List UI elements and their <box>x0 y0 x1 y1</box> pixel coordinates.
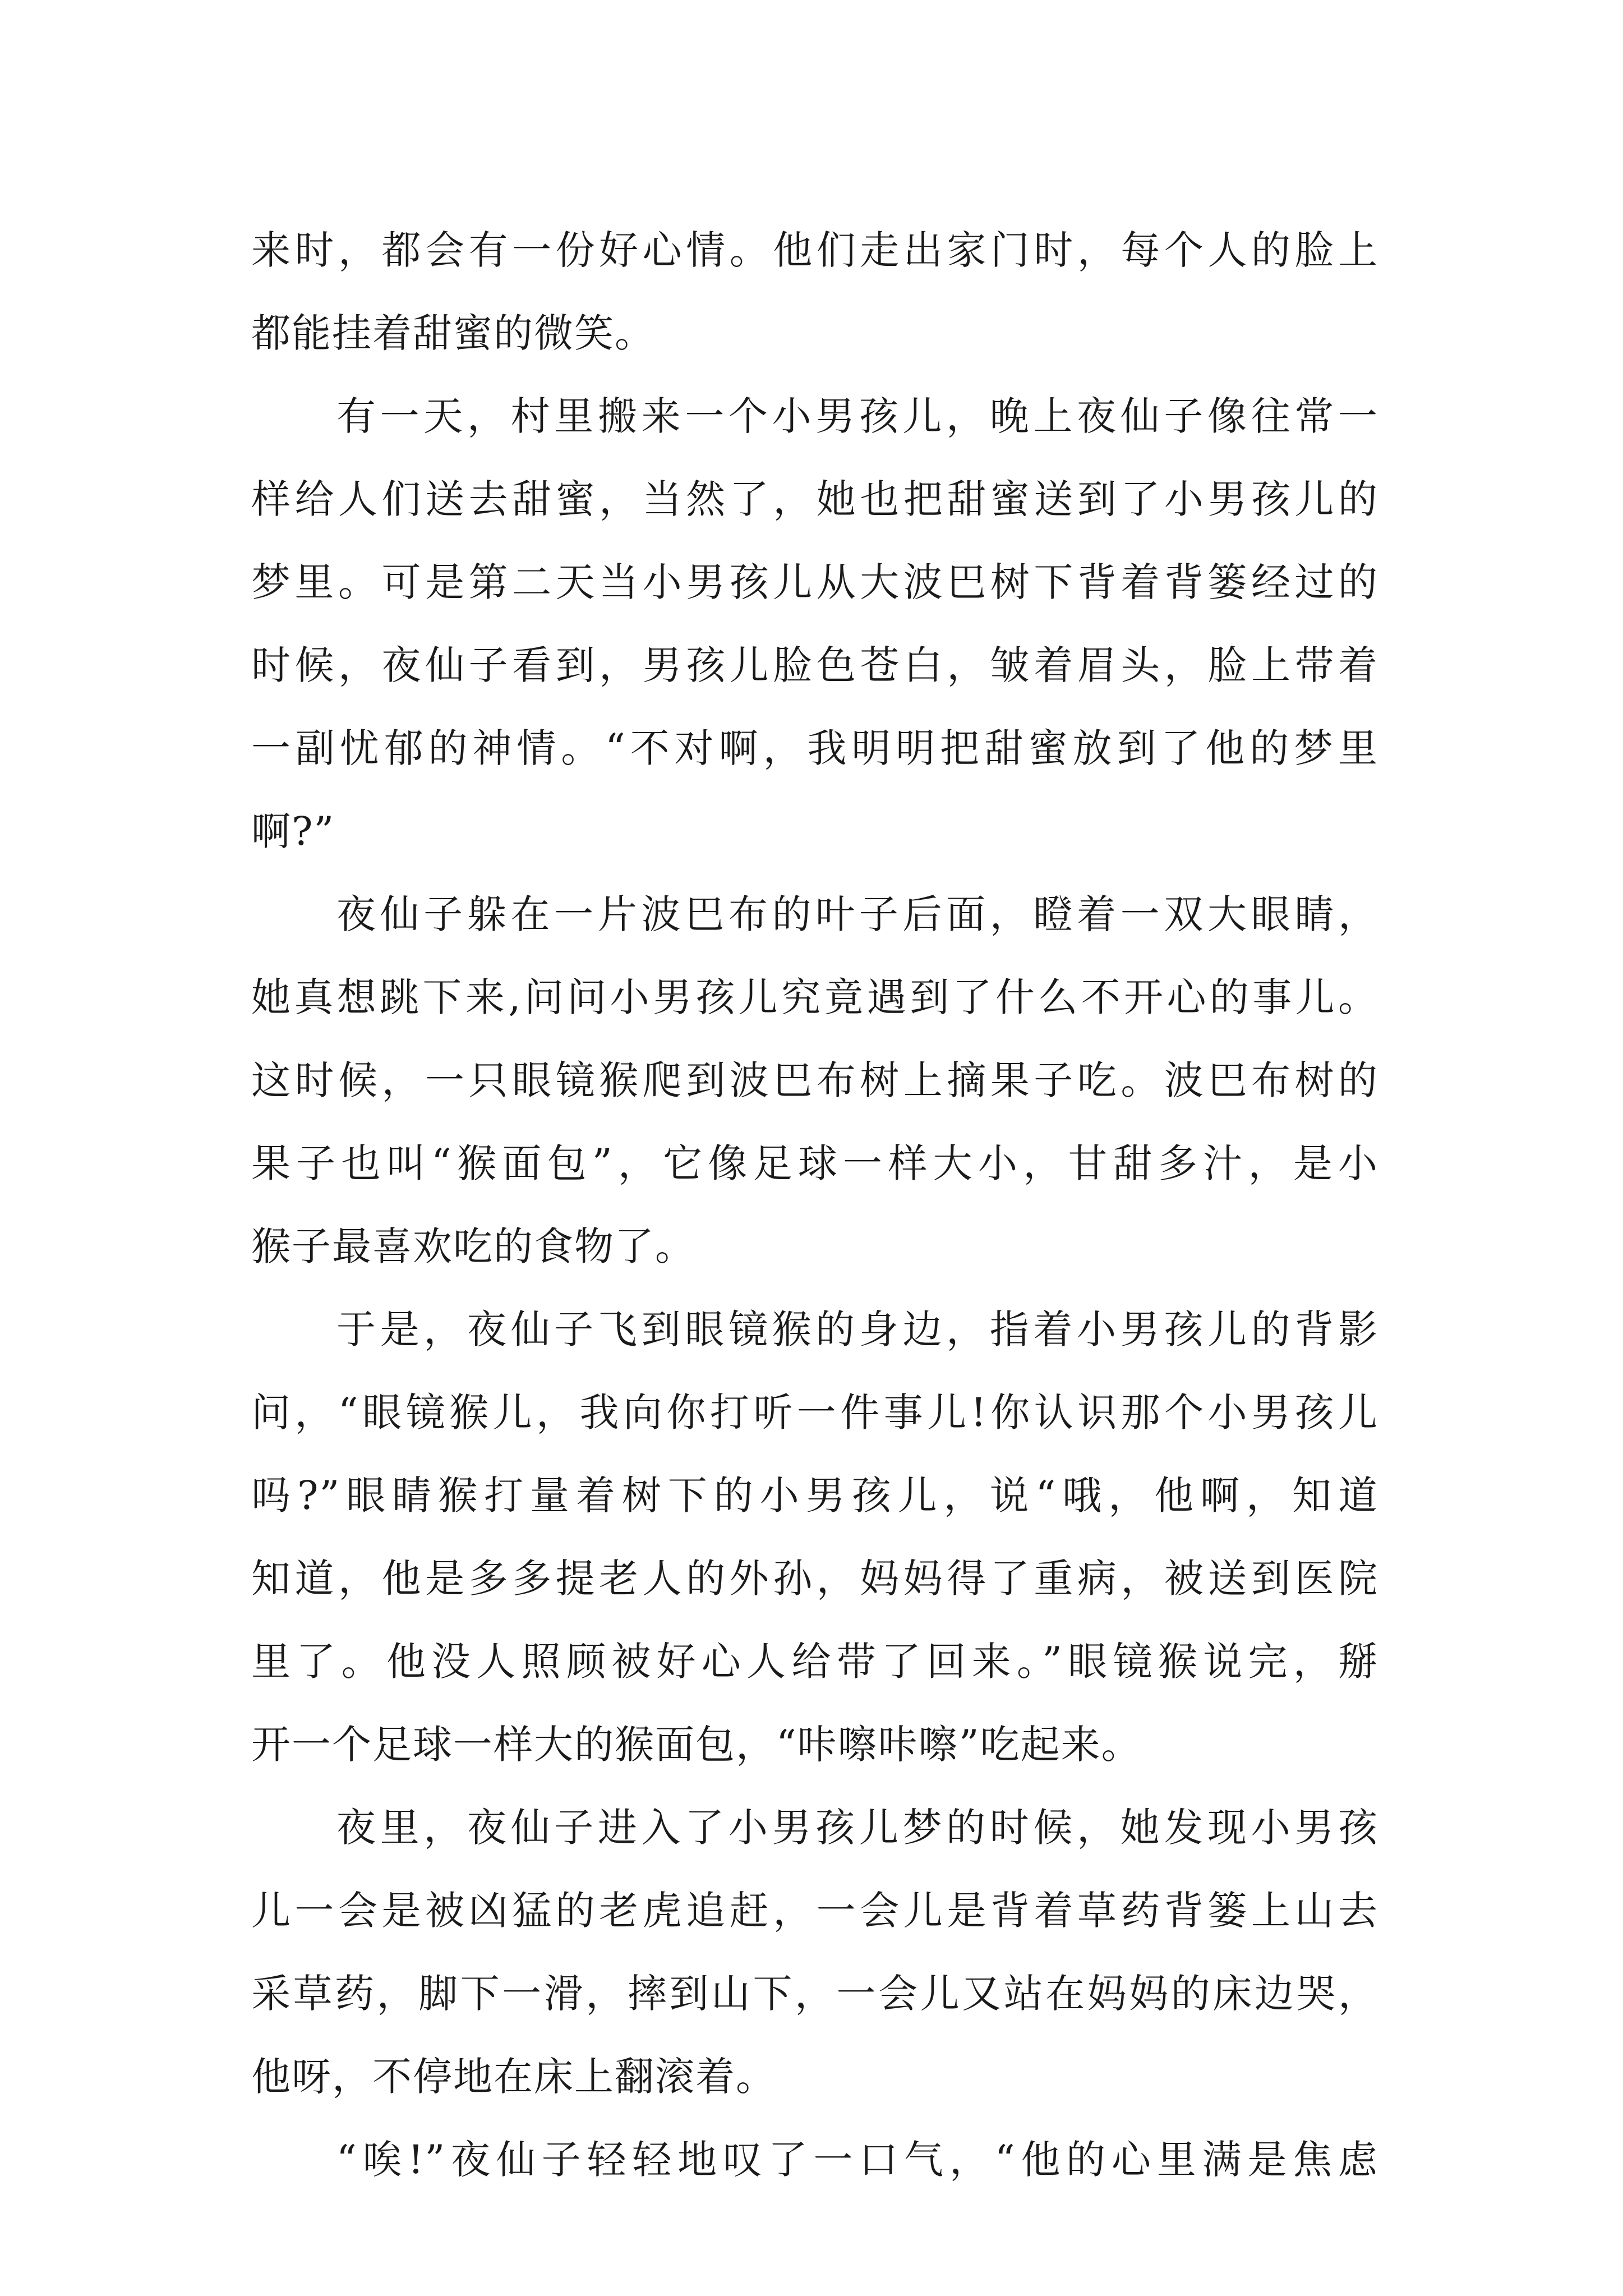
text-line: 样给人们送去甜蜜，当然了，她也把甜蜜送到了小男孩儿的 <box>251 476 1378 522</box>
text-line: 时候，夜仙子看到，男孩儿脸色苍白，皱着眉头，脸上带着 <box>251 642 1378 688</box>
text-line: 一副忧郁的神情。“不对啊，我明明把甜蜜放到了他的梦里 <box>251 725 1378 771</box>
text-line: 开一个足球一样大的猴面包，“咔嚓咔嚓”吃起来。 <box>251 1722 1142 1768</box>
text-line: 都能挂着甜蜜的微笑。 <box>251 310 655 356</box>
text-line: 她真想跳下来,问问小男孩儿究竟遇到了什么不开心的事儿。 <box>251 974 1378 1020</box>
text-line: 采草药，脚下一滑，摔到山下，一会儿又站在妈妈的床边哭， <box>251 1971 1378 2017</box>
paragraph-first-line: 于是，夜仙子飞到眼镜猴的身边，指着小男孩儿的背影 <box>336 1306 1378 1352</box>
paragraph-first-line: 有一天，村里搬来一个小男孩儿，晚上夜仙子像往常一 <box>336 393 1378 439</box>
text-line: 知道，他是多多提老人的外孙，妈妈得了重病，被送到医院 <box>251 1556 1378 1602</box>
text-line: 儿一会是被凶猛的老虎追赶，一会儿是背着草药背篓上山去 <box>251 1888 1378 1934</box>
paragraph-first-line: 夜仙子躲在一片波巴布的叶子后面，瞪着一双大眼睛， <box>336 891 1378 937</box>
text-line: 猴子最喜欢吃的食物了。 <box>251 1223 695 1269</box>
text-line: 这时候，一只眼镜猴爬到波巴布树上摘果子吃。波巴布树的 <box>251 1057 1378 1103</box>
text-line: 来时，都会有一份好心情。他们走出家门时，每个人的脸上 <box>251 227 1378 273</box>
text-line: 他呀，不停地在床上翻滚着。 <box>251 2054 776 2100</box>
paragraph-first-line: 夜里，夜仙子进入了小男孩儿梦的时候，她发现小男孩 <box>336 1805 1378 1851</box>
text-line: 果子也叫“猴面包”，它像足球一样大小，甘甜多汁，是小 <box>251 1140 1378 1186</box>
text-line: 问，“眼镜猴儿，我向你打听一件事儿!你认识那个小男孩儿 <box>251 1389 1378 1435</box>
paragraph-first-line: “唉!”夜仙子轻轻地叹了一口气，“他的心里满是焦虑 <box>336 2137 1378 2183</box>
text-line: 里了。他没人照顾被好心人给带了回来。”眼镜猴说完，掰 <box>251 1639 1378 1685</box>
story-text <box>251 209 1378 2201</box>
text-line: 梦里。可是第二天当小男孩儿从大波巴树下背着背篓经过的 <box>251 559 1378 605</box>
text-line: 吗?”眼睛猴打量着树下的小男孩儿，说“哦，他啊，知道 <box>251 1473 1378 1519</box>
text-line: 啊?” <box>251 808 335 854</box>
